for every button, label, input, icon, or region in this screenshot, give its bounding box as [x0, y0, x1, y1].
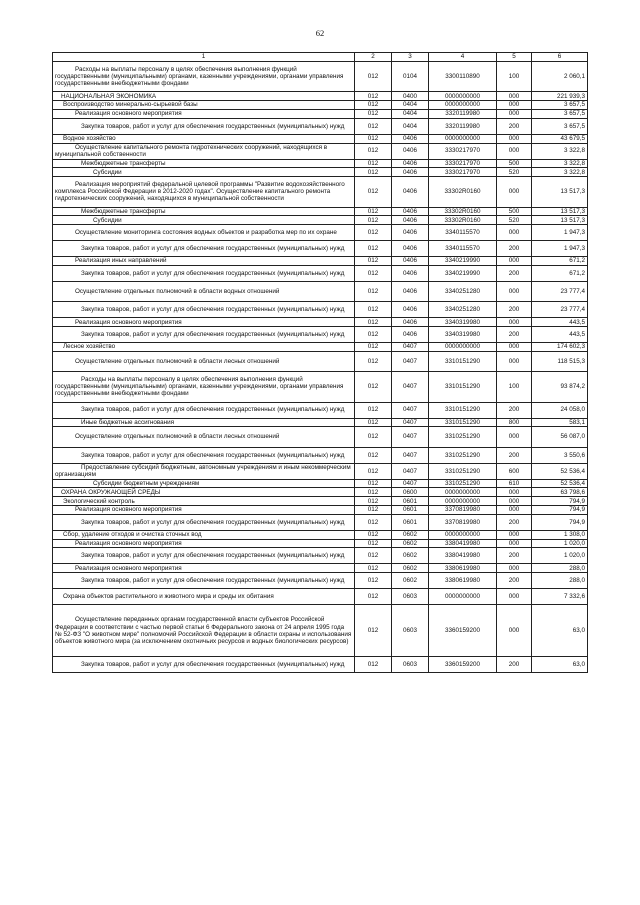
section-code-cell: 0602	[392, 564, 429, 573]
row-name-cell: Экологический контроль	[53, 497, 355, 506]
ministry-code-cell: 012	[355, 241, 392, 257]
ministry-code-cell: 012	[355, 589, 392, 605]
row-name-cell: Предоставление субсидий бюджетным, автономным учреждениям и иным некоммерческим организациям	[53, 463, 355, 479]
ministry-code-cell: 012	[355, 327, 392, 343]
row-name-cell: Реализация мероприятий федеральной целевой программы "Развитие водохозяйственного комплекса Российской Федерации в 2012-2020 годах". Осуществление капитального ремонта гидротехнических сооружений, находящихся в муниципальной собственности	[53, 177, 355, 207]
ministry-code-cell: 012	[355, 497, 392, 506]
ministry-code-cell: 012	[355, 225, 392, 241]
amount-cell: 1 308,0	[532, 530, 588, 539]
target-article-cell: 3330217970	[429, 143, 497, 159]
ministry-code-cell: 012	[355, 134, 392, 143]
section-code-cell: 0104	[392, 62, 429, 92]
amount-cell: 288,0	[532, 564, 588, 573]
target-article-cell: 3330217970	[429, 168, 497, 177]
section-code-cell: 0400	[392, 92, 429, 101]
target-article-cell: 3360159200	[429, 657, 497, 673]
amount-cell: 443,5	[532, 327, 588, 343]
section-code-cell: 0407	[392, 343, 429, 352]
expense-type-cell: 200	[497, 118, 532, 134]
row-name-cell: Закупка товаров, работ и услуг для обеспечения государственных (муниципальных) нужд	[53, 327, 355, 343]
section-code-cell: 0406	[392, 143, 429, 159]
ministry-code-cell: 012	[355, 302, 392, 318]
target-article-cell: 3340251280	[429, 281, 497, 301]
amount-cell: 1 947,3	[532, 225, 588, 241]
amount-cell: 52 536,4	[532, 479, 588, 488]
row-name-cell: Закупка товаров, работ и услуг для обеспечения государственных (муниципальных) нужд	[53, 548, 355, 564]
amount-cell: 3 550,6	[532, 447, 588, 463]
table-row	[53, 589, 588, 605]
amount-cell: 288,0	[532, 573, 588, 589]
table-header-row	[53, 53, 588, 62]
ministry-code-cell: 012	[355, 92, 392, 101]
section-code-cell: 0404	[392, 109, 429, 118]
target-article-cell: 3320119980	[429, 109, 497, 118]
target-article-cell: 3370819980	[429, 514, 497, 530]
ministry-code-cell: 012	[355, 539, 392, 548]
ministry-code-cell: 012	[355, 427, 392, 447]
row-name-cell: Осуществление капитального ремонта гидротехнических сооружений, находящихся в муниципальной собственности	[53, 143, 355, 159]
amount-cell: 52 536,4	[532, 463, 588, 479]
ministry-code-cell: 012	[355, 101, 392, 110]
section-code-cell: 0407	[392, 351, 429, 371]
target-article-cell: 0000000000	[429, 343, 497, 352]
expense-type-cell: 000	[497, 351, 532, 371]
expense-type-cell: 800	[497, 418, 532, 427]
amount-cell: 93 874,2	[532, 372, 588, 402]
amount-cell: 13 517,3	[532, 177, 588, 207]
target-article-cell: 0000000000	[429, 530, 497, 539]
row-name-cell: Сбор, удаление отходов и очистка сточных вод	[53, 530, 355, 539]
row-name-cell: Закупка товаров, работ и услуг для обеспечения государственных (муниципальных) нужд	[53, 402, 355, 418]
section-code-cell: 0603	[392, 657, 429, 673]
target-article-cell: 0000000000	[429, 134, 497, 143]
row-name-cell: Реализация основного мероприятия	[53, 539, 355, 548]
row-name-cell: Осуществление переданных органам государственной власти субъектов Российской Федерации в соответствии с частью первой статьи 6 Федерального закона от 24 апреля 1995 года № 52-ФЗ "О животном мире" полномочий Российской Федерации в области охраны и использования объектов животного мира (за исключением охотничьих ресурсов и водных биологических ресурсов)	[53, 605, 355, 657]
row-name-cell: ОХРАНА ОКРУЖАЮЩЕЙ СРЕДЫ	[53, 488, 355, 497]
target-article-cell: 3310251290	[429, 447, 497, 463]
expense-type-cell: 000	[497, 497, 532, 506]
table-row	[53, 168, 588, 177]
expense-type-cell: 000	[497, 109, 532, 118]
expense-type-cell: 500	[497, 207, 532, 216]
amount-cell: 3 657,5	[532, 101, 588, 110]
ministry-code-cell: 012	[355, 514, 392, 530]
target-article-cell: 3340115570	[429, 241, 497, 257]
table-row	[53, 109, 588, 118]
expense-type-cell: 200	[497, 265, 532, 281]
table-row	[53, 92, 588, 101]
ministry-code-cell: 012	[355, 168, 392, 177]
expense-type-cell: 000	[497, 589, 532, 605]
target-article-cell: 0000000000	[429, 497, 497, 506]
expense-type-cell: 000	[497, 343, 532, 352]
expense-type-cell: 000	[497, 539, 532, 548]
section-code-cell: 0406	[392, 281, 429, 301]
expense-type-cell: 000	[497, 506, 532, 515]
expense-type-cell: 000	[497, 143, 532, 159]
ministry-code-cell: 012	[355, 281, 392, 301]
section-code-cell: 0407	[392, 427, 429, 447]
target-article-cell: 3380419980	[429, 539, 497, 548]
expense-type-cell: 200	[497, 514, 532, 530]
expense-type-cell: 000	[497, 225, 532, 241]
target-article-cell: 3310151290	[429, 402, 497, 418]
table-row	[53, 548, 588, 564]
row-name-cell: Реализация основного мероприятия	[53, 318, 355, 327]
amount-cell: 583,1	[532, 418, 588, 427]
table-row	[53, 225, 588, 241]
target-article-cell: 3340319980	[429, 327, 497, 343]
section-code-cell: 0603	[392, 589, 429, 605]
table-row	[53, 564, 588, 573]
target-article-cell: 3380619980	[429, 573, 497, 589]
table-row	[53, 265, 588, 281]
page-number: 62	[315, 28, 325, 38]
row-name-cell: Лесное хозяйство	[53, 343, 355, 352]
section-code-cell: 0602	[392, 573, 429, 589]
target-article-cell: 3370819980	[429, 506, 497, 515]
target-article-cell: 3300110890	[429, 62, 497, 92]
target-article-cell: 0000000000	[429, 589, 497, 605]
table-row	[53, 343, 588, 352]
table-row	[53, 101, 588, 110]
row-name-cell: Субсидии бюджетным учреждениям	[53, 479, 355, 488]
section-code-cell: 0406	[392, 159, 429, 168]
amount-cell: 7 332,6	[532, 589, 588, 605]
section-code-cell: 0406	[392, 257, 429, 266]
section-code-cell: 0601	[392, 514, 429, 530]
expense-type-cell: 200	[497, 302, 532, 318]
target-article-cell: 3310151290	[429, 372, 497, 402]
target-article-cell: 0000000000	[429, 92, 497, 101]
ministry-code-cell: 012	[355, 207, 392, 216]
ministry-code-cell: 012	[355, 447, 392, 463]
ministry-code-cell: 012	[355, 488, 392, 497]
amount-cell: 13 517,3	[532, 207, 588, 216]
amount-cell: 1 947,3	[532, 241, 588, 257]
column-header: 6	[532, 53, 588, 62]
row-name-cell: Расходы на выплаты персоналу в целях обеспечения выполнения функций государственными (муниципальными) органами, казенными учреждениями, органами управления государственными внебюджетными фондами	[53, 62, 355, 92]
table-row	[53, 372, 588, 402]
ministry-code-cell: 012	[355, 479, 392, 488]
table-row	[53, 402, 588, 418]
target-article-cell: 3380419980	[429, 548, 497, 564]
table-row	[53, 177, 588, 207]
row-name-cell: Закупка товаров, работ и услуг для обеспечения государственных (муниципальных) нужд	[53, 118, 355, 134]
target-article-cell: 3360159200	[429, 605, 497, 657]
ministry-code-cell: 012	[355, 402, 392, 418]
amount-cell: 221 939,3	[532, 92, 588, 101]
row-name-cell: Закупка товаров, работ и услуг для обеспечения государственных (муниципальных) нужд	[53, 265, 355, 281]
table-row	[53, 207, 588, 216]
row-name-cell: Воспроизводство минерально-сырьевой базы	[53, 101, 355, 110]
table-row	[53, 159, 588, 168]
expense-type-cell: 600	[497, 463, 532, 479]
expense-type-cell: 200	[497, 402, 532, 418]
expense-type-cell: 200	[497, 241, 532, 257]
table-row	[53, 281, 588, 301]
row-name-cell: Субсидии	[53, 216, 355, 225]
expense-type-cell: 000	[497, 92, 532, 101]
expense-type-cell: 000	[497, 281, 532, 301]
expense-type-cell: 100	[497, 372, 532, 402]
target-article-cell: 33302R0160	[429, 207, 497, 216]
table-row	[53, 216, 588, 225]
table-row	[53, 479, 588, 488]
row-name-cell: Субсидии	[53, 168, 355, 177]
section-code-cell: 0404	[392, 118, 429, 134]
table-row	[53, 488, 588, 497]
section-code-cell: 0406	[392, 207, 429, 216]
expense-type-cell: 000	[497, 134, 532, 143]
expense-type-cell: 520	[497, 216, 532, 225]
target-article-cell: 3330217970	[429, 159, 497, 168]
row-name-cell: Реализация основного мероприятия	[53, 506, 355, 515]
ministry-code-cell: 012	[355, 159, 392, 168]
table-row	[53, 463, 588, 479]
row-name-cell: Расходы на выплаты персоналу в целях обеспечения выполнения функций государственными (муниципальными) органами, казенными учреждениями, органами управления государственными внебюджетными фондами	[53, 372, 355, 402]
amount-cell: 3 322,8	[532, 143, 588, 159]
section-code-cell: 0407	[392, 418, 429, 427]
row-name-cell: Закупка товаров, работ и услуг для обеспечения государственных (муниципальных) нужд	[53, 573, 355, 589]
table-row	[53, 506, 588, 515]
section-code-cell: 0407	[392, 463, 429, 479]
target-article-cell: 0000000000	[429, 488, 497, 497]
amount-cell: 794,9	[532, 514, 588, 530]
amount-cell: 3 322,8	[532, 168, 588, 177]
table-row	[53, 427, 588, 447]
table-row	[53, 573, 588, 589]
table-row	[53, 118, 588, 134]
amount-cell: 1 020,0	[532, 548, 588, 564]
amount-cell: 794,9	[532, 497, 588, 506]
expense-type-cell: 520	[497, 168, 532, 177]
target-article-cell: 3340219990	[429, 257, 497, 266]
ministry-code-cell: 012	[355, 573, 392, 589]
row-name-cell: Реализация основного мероприятия	[53, 109, 355, 118]
row-name-cell: Закупка товаров, работ и услуг для обеспечения государственных (муниципальных) нужд	[53, 447, 355, 463]
section-code-cell: 0602	[392, 539, 429, 548]
ministry-code-cell: 012	[355, 351, 392, 371]
budget-table	[52, 52, 588, 673]
amount-cell: 3 657,5	[532, 118, 588, 134]
column-header: 4	[429, 53, 497, 62]
table-row	[53, 539, 588, 548]
section-code-cell: 0601	[392, 497, 429, 506]
target-article-cell: 33302R0160	[429, 177, 497, 207]
ministry-code-cell: 012	[355, 372, 392, 402]
expense-type-cell: 200	[497, 447, 532, 463]
ministry-code-cell: 012	[355, 118, 392, 134]
row-name-cell: Охрана объектов растительного и животного мира и среды их обитания	[53, 589, 355, 605]
table-row	[53, 657, 588, 673]
row-name-cell: Осуществление мониторинга состояния водных объектов и разработка мер по их охране	[53, 225, 355, 241]
section-code-cell: 0406	[392, 168, 429, 177]
target-article-cell: 3310151290	[429, 418, 497, 427]
amount-cell: 23 777,4	[532, 302, 588, 318]
expense-type-cell: 000	[497, 427, 532, 447]
row-name-cell: Реализация иных направлений	[53, 257, 355, 266]
expense-type-cell: 000	[497, 318, 532, 327]
ministry-code-cell: 012	[355, 257, 392, 266]
expense-type-cell: 200	[497, 573, 532, 589]
amount-cell: 3 322,8	[532, 159, 588, 168]
expense-type-cell: 000	[497, 177, 532, 207]
table-row	[53, 318, 588, 327]
section-code-cell: 0406	[392, 177, 429, 207]
section-code-cell: 0406	[392, 225, 429, 241]
ministry-code-cell: 012	[355, 143, 392, 159]
target-article-cell: 3310251290	[429, 427, 497, 447]
amount-cell: 63,0	[532, 657, 588, 673]
expense-type-cell: 000	[497, 530, 532, 539]
amount-cell: 23 777,4	[532, 281, 588, 301]
section-code-cell: 0406	[392, 318, 429, 327]
row-name-cell: Закупка товаров, работ и услуг для обеспечения государственных (муниципальных) нужд	[53, 657, 355, 673]
ministry-code-cell: 012	[355, 506, 392, 515]
column-header: 5	[497, 53, 532, 62]
target-article-cell: 3340251280	[429, 302, 497, 318]
amount-cell: 56 087,0	[532, 427, 588, 447]
row-name-cell: Закупка товаров, работ и услуг для обеспечения государственных (муниципальных) нужд	[53, 302, 355, 318]
ministry-code-cell: 012	[355, 657, 392, 673]
section-code-cell: 0602	[392, 530, 429, 539]
target-article-cell: 0000000000	[429, 101, 497, 110]
expense-type-cell: 000	[497, 257, 532, 266]
section-code-cell: 0406	[392, 241, 429, 257]
table-row	[53, 62, 588, 92]
target-article-cell: 3310251290	[429, 479, 497, 488]
row-name-cell: Осуществление отдельных полномочий в области лесных отношений	[53, 351, 355, 371]
column-header: 3	[392, 53, 429, 62]
table-row	[53, 530, 588, 539]
table-row	[53, 447, 588, 463]
ministry-code-cell: 012	[355, 265, 392, 281]
ministry-code-cell: 012	[355, 343, 392, 352]
row-name-cell: Осуществление отдельных полномочий в области водных отношений	[53, 281, 355, 301]
amount-cell: 2 060,1	[532, 62, 588, 92]
amount-cell: 671,2	[532, 265, 588, 281]
row-name-cell: Закупка товаров, работ и услуг для обеспечения государственных (муниципальных) нужд	[53, 241, 355, 257]
ministry-code-cell: 012	[355, 216, 392, 225]
expense-type-cell: 200	[497, 327, 532, 343]
ministry-code-cell: 012	[355, 530, 392, 539]
amount-cell: 443,5	[532, 318, 588, 327]
ministry-code-cell: 012	[355, 62, 392, 92]
section-code-cell: 0406	[392, 302, 429, 318]
section-code-cell: 0600	[392, 488, 429, 497]
amount-cell: 118 515,3	[532, 351, 588, 371]
amount-cell: 174 602,3	[532, 343, 588, 352]
expense-type-cell: 200	[497, 548, 532, 564]
target-article-cell: 33302R0160	[429, 216, 497, 225]
ministry-code-cell: 012	[355, 605, 392, 657]
amount-cell: 671,2	[532, 257, 588, 266]
ministry-code-cell: 012	[355, 548, 392, 564]
ministry-code-cell: 012	[355, 463, 392, 479]
section-code-cell: 0407	[392, 479, 429, 488]
ministry-code-cell: 012	[355, 318, 392, 327]
section-code-cell: 0406	[392, 134, 429, 143]
section-code-cell: 0404	[392, 101, 429, 110]
row-name-cell: Реализация основного мероприятия	[53, 564, 355, 573]
row-name-cell: Межбюджетные трансферты	[53, 207, 355, 216]
target-article-cell: 3340219990	[429, 265, 497, 281]
amount-cell: 43 679,5	[532, 134, 588, 143]
column-header: 1	[53, 53, 355, 62]
section-code-cell: 0406	[392, 216, 429, 225]
section-code-cell: 0603	[392, 605, 429, 657]
table-row	[53, 302, 588, 318]
amount-cell: 24 058,0	[532, 402, 588, 418]
table-row	[53, 605, 588, 657]
row-name-cell: НАЦИОНАЛЬНАЯ ЭКОНОМИКА	[53, 92, 355, 101]
row-name-cell: Осуществление отдельных полномочий в области лесных отношений	[53, 427, 355, 447]
target-article-cell: 3310251290	[429, 463, 497, 479]
section-code-cell: 0602	[392, 548, 429, 564]
amount-cell: 13 517,3	[532, 216, 588, 225]
amount-cell: 63 798,6	[532, 488, 588, 497]
target-article-cell: 3340115570	[429, 225, 497, 241]
section-code-cell: 0406	[392, 265, 429, 281]
amount-cell: 1 020,0	[532, 539, 588, 548]
section-code-cell: 0406	[392, 327, 429, 343]
section-code-cell: 0407	[392, 372, 429, 402]
table-row	[53, 257, 588, 266]
ministry-code-cell: 012	[355, 418, 392, 427]
amount-cell: 3 657,5	[532, 109, 588, 118]
row-name-cell: Межбюджетные трансферты	[53, 159, 355, 168]
row-name-cell: Закупка товаров, работ и услуг для обеспечения государственных (муниципальных) нужд	[53, 514, 355, 530]
target-article-cell: 3320119980	[429, 118, 497, 134]
table-row	[53, 134, 588, 143]
table-row	[53, 514, 588, 530]
target-article-cell: 3380619980	[429, 564, 497, 573]
table-row	[53, 143, 588, 159]
section-code-cell: 0407	[392, 447, 429, 463]
table-row	[53, 327, 588, 343]
ministry-code-cell: 012	[355, 109, 392, 118]
table-row	[53, 351, 588, 371]
column-header: 2	[355, 53, 392, 62]
amount-cell: 63,0	[532, 605, 588, 657]
row-name-cell: Водное хозяйство	[53, 134, 355, 143]
expense-type-cell: 000	[497, 488, 532, 497]
target-article-cell: 3340319980	[429, 318, 497, 327]
target-article-cell: 3310151290	[429, 351, 497, 371]
expense-type-cell: 000	[497, 564, 532, 573]
expense-type-cell: 200	[497, 657, 532, 673]
ministry-code-cell: 012	[355, 564, 392, 573]
expense-type-cell: 000	[497, 605, 532, 657]
section-code-cell: 0407	[392, 402, 429, 418]
table-row	[53, 497, 588, 506]
table-row	[53, 418, 588, 427]
expense-type-cell: 000	[497, 101, 532, 110]
amount-cell: 794,9	[532, 506, 588, 515]
table-row	[53, 241, 588, 257]
expense-type-cell: 100	[497, 62, 532, 92]
expense-type-cell: 500	[497, 159, 532, 168]
section-code-cell: 0601	[392, 506, 429, 515]
expense-type-cell: 610	[497, 479, 532, 488]
ministry-code-cell: 012	[355, 177, 392, 207]
row-name-cell: Иные бюджетные ассигнования	[53, 418, 355, 427]
table-body	[53, 62, 588, 673]
